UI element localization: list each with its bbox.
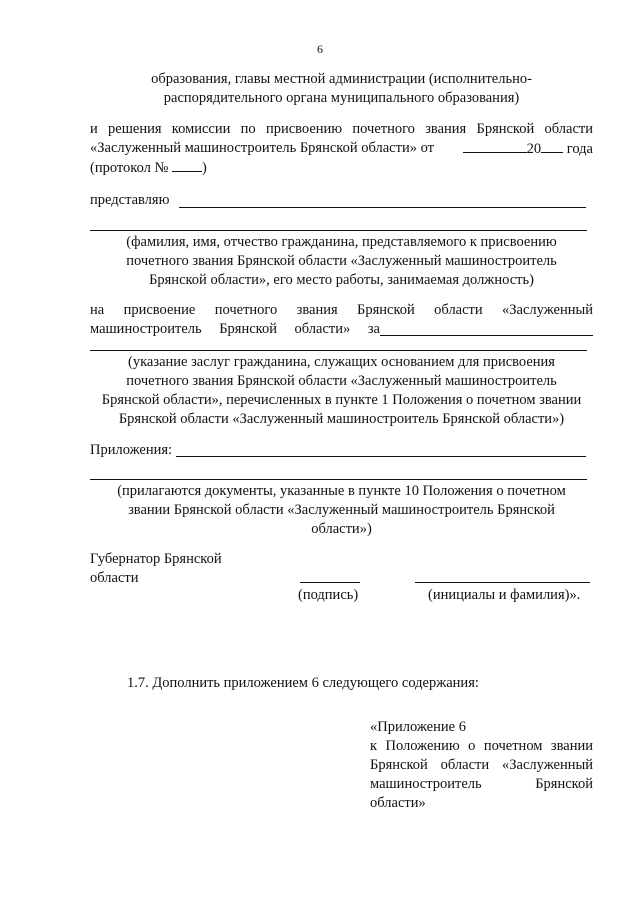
- name-line[interactable]: [415, 582, 590, 583]
- governor-title-2: области: [90, 570, 139, 586]
- intro-line-2: распорядительного органа муниципального образования): [163, 90, 520, 106]
- decision-line-2-text: «Заслуженный машиностроитель Брянской области» от: [90, 140, 434, 156]
- decision-line-3: [90, 158, 593, 178]
- assign-caption-1: (указание заслуг гражданина, служащих основанием для присвоения: [128, 354, 555, 370]
- present-caption-2: почетного звания Брянской области «Заслуженный машиностроитель: [126, 253, 557, 269]
- amendment-text: 1.7. Дополнить приложением 6 следующего содержания:: [127, 675, 479, 691]
- assign-caption-2: почетного звания Брянской области «Заслуженный машиностроитель: [126, 373, 557, 389]
- year-blank-field[interactable]: [541, 139, 563, 153]
- signature-caption: (подпись): [298, 587, 359, 603]
- attachments-caption-3: области»): [311, 521, 372, 537]
- assign-second-line[interactable]: [90, 350, 587, 351]
- attachments-caption-2: звании Брянской области «Заслуженный машиностроитель Брянской: [128, 502, 555, 518]
- decision-line-1: и решения комиссии по присвоению почетного звания Брянской области: [90, 121, 593, 137]
- governor-title-1: Губернатор Брянской: [90, 551, 222, 567]
- assign-caption-3: Брянской области», перечисленных в пункте 1 Положения о почетном звании: [101, 392, 582, 408]
- attachments-label: Приложения:: [90, 442, 173, 458]
- assign-caption-4: Брянской области «Заслуженный машиностроитель Брянской области»): [118, 411, 565, 427]
- present-fill-line[interactable]: [179, 207, 586, 208]
- decision-line-2: [90, 139, 593, 159]
- attachments-fill-line[interactable]: [176, 456, 586, 457]
- present-caption-3: Брянской области», его место работы, занимаемая должность): [149, 272, 534, 288]
- assign-fill-line[interactable]: [380, 335, 593, 336]
- appendix-line-1: «Приложение 6: [370, 719, 466, 735]
- appendix-line-5: области»: [370, 795, 426, 811]
- protocol-label: (протокол №: [90, 160, 169, 176]
- present-label: представляю: [90, 192, 170, 208]
- assign-line-1: на присвоение почетного звания Брянской области «Заслуженный: [90, 302, 593, 318]
- intro-line-1: образования, главы местной администрации (исполнительно-: [151, 71, 532, 87]
- name-caption: (инициалы и фамилия)».: [428, 587, 581, 603]
- decision-date-group: [463, 139, 593, 159]
- appendix-line-2: к Положению о почетном звании: [370, 738, 593, 754]
- assign-line-2: машиностроитель Брянской области» за: [90, 321, 380, 337]
- attachments-second-line[interactable]: [90, 479, 587, 480]
- date-blank-field[interactable]: [463, 139, 527, 153]
- signature-line[interactable]: [300, 582, 360, 583]
- decision-year: 20: [526, 141, 542, 157]
- present-second-line[interactable]: [90, 230, 587, 231]
- page-number: 6: [317, 42, 323, 56]
- present-caption-1: (фамилия, имя, отчество гражданина, представляемого к присвоению: [126, 234, 557, 250]
- appendix-line-3: Брянской области «Заслуженный: [370, 757, 593, 773]
- protocol-close: ): [201, 160, 207, 176]
- protocol-number-field[interactable]: [172, 158, 202, 172]
- attachments-caption-1: (прилагаются документы, указанные в пункте 10 Положения о почетном: [117, 483, 566, 499]
- appendix-line-4: машиностроитель Брянской: [370, 776, 593, 792]
- decision-year-suffix: года: [566, 141, 593, 157]
